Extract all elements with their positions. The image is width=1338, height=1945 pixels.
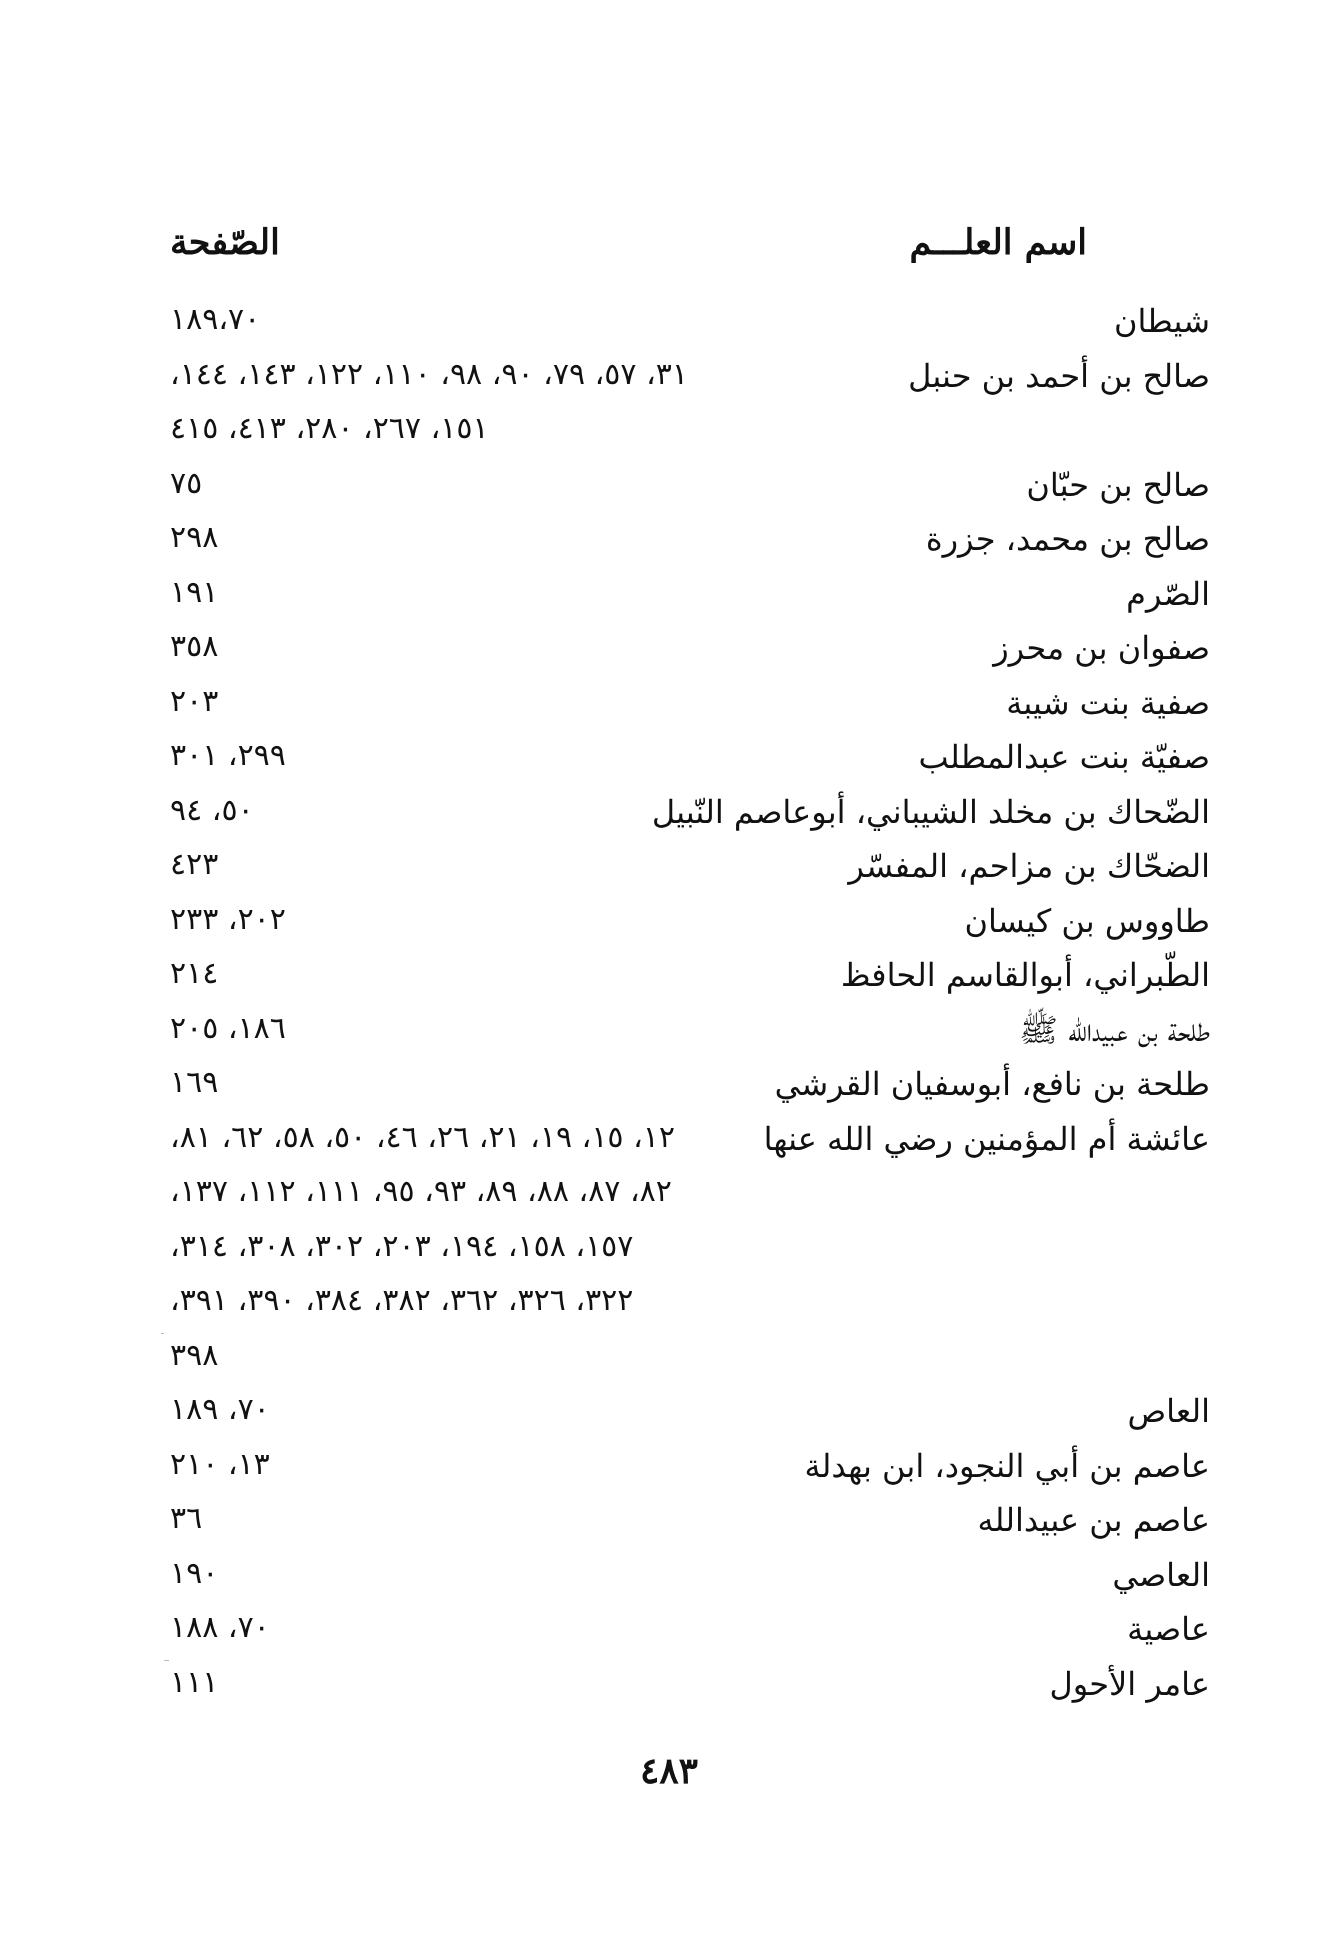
entry-page-numbers: ٧٥ bbox=[170, 465, 203, 501]
index-entry bbox=[170, 1063, 1210, 1118]
entry-page-numbers: ١٨٩،٧٠ bbox=[170, 302, 261, 337]
entry-name: عاصم بن عبيدالله bbox=[977, 1501, 1210, 1539]
index-entry bbox=[170, 573, 1210, 628]
entry-page-numbers: ١٦٩ bbox=[170, 1065, 219, 1100]
entry-name: العاصي bbox=[1112, 1555, 1210, 1594]
index-entry-continuation bbox=[170, 1227, 1210, 1282]
index-entry bbox=[170, 1554, 1210, 1609]
entry-name: الضحّاك بن مزاحم، المفسّر bbox=[848, 847, 1210, 885]
entry-page-numbers: ٣٩٨ bbox=[170, 1337, 219, 1373]
index-entry bbox=[170, 682, 1210, 737]
entry-page-numbers: ٢١٤ bbox=[170, 956, 219, 991]
entry-name: الصّرم bbox=[1126, 574, 1210, 613]
entry-name: صالح بن أحمد بن حنبل bbox=[908, 356, 1210, 395]
entry-page-numbers: ٧٠، ١٨٨ bbox=[170, 1610, 270, 1645]
entry-page-numbers: ١٨٦، ٢٠٥ bbox=[170, 1010, 286, 1046]
entry-page-numbers: ١١١ bbox=[170, 1664, 219, 1700]
index-entry bbox=[170, 300, 1210, 355]
column-header-row bbox=[170, 222, 1210, 282]
scan-speck bbox=[161, 1333, 164, 1334]
entry-page-numbers: ٣٥٨ bbox=[170, 629, 219, 664]
entry-page-numbers: ١٩١ bbox=[170, 574, 219, 610]
entry-name: طلحة بن نافع، أبوسفيان القرشي bbox=[774, 1065, 1210, 1103]
entry-name: عاصية bbox=[1127, 1610, 1210, 1648]
entry-name: شيطان bbox=[1114, 302, 1210, 340]
index-entry bbox=[170, 954, 1210, 1009]
entry-name: عائشة أم المؤمنين رضي الله عنها bbox=[763, 1119, 1210, 1158]
index-entry bbox=[170, 900, 1210, 955]
entry-page-numbers: ٢٠٢، ٢٣٣ bbox=[170, 901, 286, 937]
entry-page-numbers: ٢٠٣ bbox=[170, 683, 219, 719]
index-entry bbox=[170, 355, 1210, 410]
entry-page-numbers: ٣٦ bbox=[170, 1501, 203, 1536]
index-entries bbox=[170, 300, 1210, 1717]
entry-name: العاص bbox=[1127, 1392, 1210, 1430]
entry-name: صالح بن محمد، جزرة bbox=[925, 520, 1210, 558]
entry-page-numbers: ١٢، ١٥، ١٩، ٢١، ٢٦، ٤٦، ٥٠، ٥٨، ٦٢، ٨١، bbox=[170, 1119, 675, 1155]
entry-page-numbers: ٧٠، ١٨٩ bbox=[170, 1392, 270, 1427]
entry-page-numbers: ٢٩٩، ٣٠١ bbox=[170, 738, 286, 773]
index-entry-continuation bbox=[170, 409, 1210, 464]
index-entry-continuation bbox=[170, 1281, 1210, 1336]
index-entry-continuation bbox=[170, 1336, 1210, 1391]
entry-page-numbers: ١٣، ٢١٠ bbox=[170, 1446, 270, 1482]
entry-name: صالح بن حبّان bbox=[1026, 465, 1210, 504]
entry-page-numbers: ٤٢٣ bbox=[170, 847, 219, 882]
entry-name: عاصم بن أبي النجود، ابن بهدلة bbox=[804, 1446, 1210, 1485]
entry-name: الطّبراني، أبوالقاسم الحافظ bbox=[840, 956, 1210, 994]
index-entry bbox=[170, 845, 1210, 900]
index-entry bbox=[170, 518, 1210, 573]
page-column-header: الصّفحة bbox=[170, 222, 280, 263]
entry-page-numbers: ٣٢٢، ٣٢٦، ٣٦٢، ٣٨٢، ٣٨٤، ٣٩٠، ٣٩١، bbox=[170, 1283, 634, 1318]
index-entry bbox=[170, 1009, 1210, 1064]
entry-name: طلحة بن عبيدالله ﷺ bbox=[1019, 1010, 1210, 1049]
entry-page-numbers: ٥٠، ٩٤ bbox=[170, 792, 254, 828]
entry-name: عامر الأحول bbox=[1049, 1664, 1210, 1703]
index-entry bbox=[170, 627, 1210, 682]
entry-name: طاووس بن كيسان bbox=[964, 901, 1210, 940]
scan-speck bbox=[164, 1660, 169, 1661]
index-entry bbox=[170, 736, 1210, 791]
entry-page-numbers: ١٥١، ٢٦٧، ٢٨٠، ٤١٣، ٤١٥ bbox=[170, 411, 489, 446]
index-entry bbox=[170, 1445, 1210, 1500]
index-entry bbox=[170, 1118, 1210, 1173]
index-entry-continuation bbox=[170, 1172, 1210, 1227]
entry-page-numbers: ٢٩٨ bbox=[170, 520, 219, 555]
entry-page-numbers: ٣١، ٥٧، ٧٩، ٩٠، ٩٨، ١١٠، ١٢٢، ١٤٣، ١٤٤، bbox=[170, 356, 688, 392]
index-entry bbox=[170, 1663, 1210, 1718]
entry-name: صفيّة بنت عبدالمطلب bbox=[918, 738, 1210, 776]
index-entry bbox=[170, 791, 1210, 846]
entry-name: الضّحاك بن مخلد الشيباني، أبوعاصم النّبيل bbox=[651, 792, 1210, 831]
entry-page-numbers: ١٩٠ bbox=[170, 1555, 219, 1591]
entry-name: صفوان بن محرز bbox=[993, 629, 1210, 667]
entry-page-numbers: ١٥٧، ١٥٨، ١٩٤، ٢٠٣، ٣٠٢، ٣٠٨، ٣١٤، bbox=[170, 1228, 634, 1264]
entry-page-numbers: ٨٢، ٨٧، ٨٨، ٨٩، ٩٣، ٩٥، ١١١، ١١٢، ١٣٧، bbox=[170, 1174, 672, 1209]
index-entry bbox=[170, 1390, 1210, 1445]
index-entry bbox=[170, 1608, 1210, 1663]
entry-name: صفية بنت شيبة bbox=[1006, 683, 1210, 722]
index-entry bbox=[170, 1499, 1210, 1554]
page-number: ٤٨٣ bbox=[639, 1750, 698, 1792]
index-entry bbox=[170, 464, 1210, 519]
name-column-header: اسم العلـــم bbox=[909, 222, 1087, 263]
